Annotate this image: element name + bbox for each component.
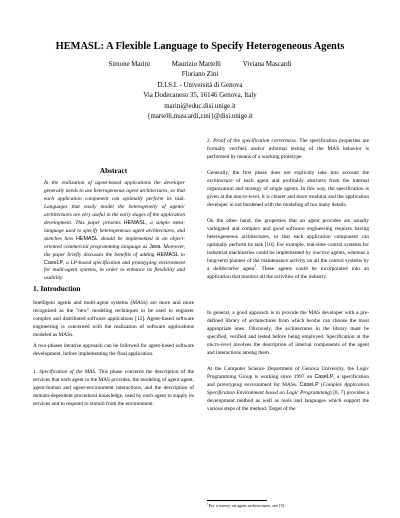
author-block [0,60,400,122]
paragraph: On the other hand, the properties that an agent provides are usually variegated and complex and good software engineering requires having heterogeneous architectures, so that each application component can optimally perform its task [10]. For example, real-time control systems for industrial machineries could be implemented by reactive agents, whereas a long-term planner of the maintenance activity on all the control systems by a deliberative agent$^1$. These agents could be incorporated into an application that monitor all the activities of the industry. [207,218,369,280]
paragraph: In general, a good approach is to provide the MAS developer with a pre-defined library of architectures from which he/she can choose the most appropriate ones. Obviously, the architectures in the library must be specified, verified and tested before being employed. Specification at the micro-level involves the description of internal components of the agent and interactions among them. [207,310,369,356]
footnote-mark: 1 [254,263,257,268]
author-name: Viviana Mascardi [242,61,292,68]
email: {martelli,mascardi,zini}@disi.unige.it [147,113,253,121]
paper-title: HEMASL: A Flexible Language to Specify Heterogeneous Agents [55,41,345,52]
list-item: 1. Specification of the MAS. This phase concerns the description of the services that each agent in the MAS provides, the modeling of agent-agent, agent-human and agent-environment interactions, and the description of domain-dependent procedural knowledge, used by each agent to supply its services and to respond to stimuli from the environment. [33,369,195,407]
email: marini@educ.disi.unige.it [164,102,236,110]
paragraph: A two-phases iterative approach can be followed for agent-based software development, before implementing the final application. [33,343,194,357]
paragraph: Generally, the first phase does not explicitly take into account the architecture of each agent and profitably abstracts from the internal organization and strategy of single agents. In this way, the specification is given at the macro-level, it is clearer and more modular and the application developer in not burdened with the modeling of too many details. [207,170,369,208]
address: Via Dodecaneso 35, 16146 Genova, Italy [143,92,257,100]
author-name: Floriano Zini [181,71,219,79]
abstract-text: In the realization of agent-based applications the developer generally needs to use heterogeneous agent architectures, so that each application component can optimally perform its task. Languages that easily model the heterogeneity of agents' architectures are very useful in the early stages of the application development. This paper presents HEMASL, a simple meta-language used to specify heterogeneous agent architectures, and sketches how HEMASL should be implemented in an object-oriented commercial programming language as Java. Moreover, the paper briefly discusses the benefits of adding HEMASL to CaseLP, a LP-based specification and prototyping environment for multi-agent systems, in order to enhance its flexibility and usability. [44,180,186,282]
author-names [0,60,400,70]
footnote: $^1$For a survey on agent architectures, see [5]. [207,501,286,508]
section-heading: 1. Introduction [33,284,81,293]
paragraph: Intelligent agents and multi-agent systems (MASs) are more and more recognized as the "new" modeling techniques to be used to engineer complex and distributed software applications [12]. Agent-based software engineering is concerned with the realization of software applications modeled as MASs. [33,300,194,338]
abstract-heading: Abstract [99,166,128,175]
affiliation: D.I.S.I. - Università di Genova [157,81,243,89]
list-item: 2. Proof of the specification correctness. The specification properties are formally verified, and/or informal testing of the MAS behavior is performed by means of a working prototype. [207,138,369,160]
paragraph: At the Computer Science Department of Genova University, the Logic Programming Group is working since 1997 on CaseLP, a specification and prototyping environment for MASs. CaseLP (Complex Application Specification Environment based on Logic Programming) [8, 7] provides a development method as well as tools and languages which support the various steps of the method. Target of the [207,366,369,412]
footnote-rule [207,500,267,501]
author-name: Maurizio Martelli [171,61,221,68]
author-name: Simone Marini [108,61,151,68]
